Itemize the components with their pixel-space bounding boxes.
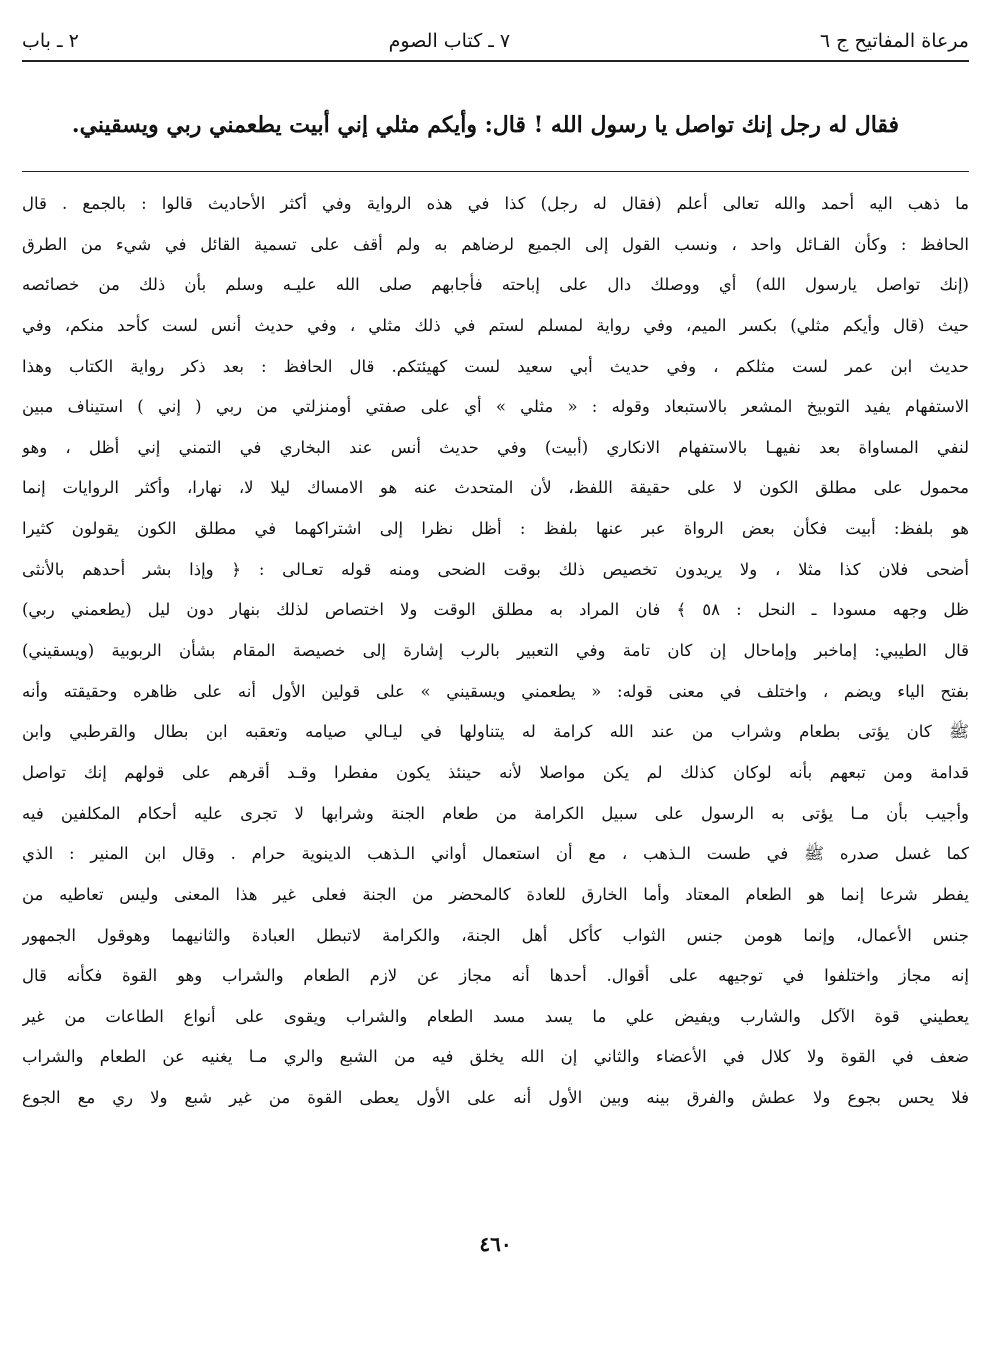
commentary-line: إنه مجاز واختلفوا في توجيهه على أقوال. أحدها أنه مجاز عن لازم الطعام والشراب وهو القوة فكأنه قال [22, 966, 969, 986]
commentary-line: قال الطيبي: إماخبر وإماحال إن كان تامة وفي التعبير بالرب إشارة إلى خصيصة المقام بشأن الربوبية (ويسقيني) [22, 641, 969, 661]
commentary-line: الحافظ : وكأن القـائل واحد ، ونسب القول إلى الجميع لرضاهم به ولم أقف على تسمية القائل في شيء من الطرق [22, 234, 969, 254]
commentary-line: لنفي المساواة بعد نفيهـا بالاستفهام الانكاري (أبيت) وفي حديث أنس عند البخاري في التمني إني أظل ، وهو [22, 437, 969, 457]
commentary-line: قدامة ومن تبعهم بأنه لوكان كذلك لم يكن مواصلا لأنه حينئذ يكون مفطرا وقـد أقرهم على قولهم إنك تواصل [22, 762, 969, 782]
commentary-line: ضعف في القوة ولا كلال في الأعضاء والثاني إن الله يخلق فيه من الشبع والري مـا يغنيه عن الطعام والشراب [22, 1047, 969, 1067]
page-number: ٤٦٠ [479, 1232, 512, 1256]
commentary-line: أضحى فلان كذا مثلا ، ولا يريدون تخصيص ذلك بوقت الضحى ومنه قوله تعـالى : ﴿ وإذا بشر أحدهم بالأنثى [22, 559, 969, 579]
section-title: ٢ ـ باب [22, 30, 79, 52]
commentary-line: (إنك تواصل يارسول الله) أي ووصلك دال على إباحته فأجابهم صلى الله عليـه وسلم بأن ذلك من خصائصه [22, 275, 969, 295]
commentary-line: جنس الأعمال، وإنما هومن جنس الثواب كأكل أهل الجنة، والكرامة لاتبطل العبادة والثانيهما وهوقول الجمهور [22, 925, 969, 945]
commentary-line: بفتح الياء ويضم ، واختلف في معنى قوله: « يطعمني ويسقيني » على قولين الأول أنه على ظاهره وحقيقته وأنه [22, 681, 969, 701]
book-title: مرعاة المفاتيح ج ٦ [819, 30, 969, 52]
header-divider [22, 60, 969, 62]
commentary-line: حديث ابن عمر لست مثلكم ، وفي حديث أبي سعيد لست كهيئتكم. قال الحافظ : بعد ذكر رواية الكتاب وهذا [22, 356, 969, 376]
commentary-divider [22, 171, 969, 172]
commentary-line: حيث (قال وأيكم مثلي) بكسر الميم، وفي رواية لمسلم لستم في ذلك مثلي ، وفي حديث أنس لست كأحد منكم، وفي [22, 315, 969, 335]
commentary-line: وأجيب بأن مـا يؤتى به الرسول على سبيل الكرامة من طعام الجنة وشرابها لا تجرى عليه أحكام المكلفين فيه [22, 803, 969, 823]
commentary-line: محمول على مطلق الكون لا على حقيقة اللفظ، لأن المتحدث عنه هو الامساك ليلا لا، نهارا، وأكثر الروايات إنما [22, 478, 969, 498]
commentary-line: هو بلفظ: أبيت فكأن بعض الرواة عبر عنها بلفظ : أظل نظرا إلى اشتراكهما في مطلق الكون يقولون كثيرا [22, 519, 969, 539]
commentary-line: ﷺ كان يؤتى بطعام وشراب من عند الله كرامة له يتناولها في ليـالي صيامه وتعقبه ابن بطال والقرطبي وابن [22, 722, 969, 742]
commentary-line: ظل وجهه مسودا ـ النحل : ٥٨ ﴾ فان المراد به مطلق الوقت ولا اختصاص لذلك بنهار دون ليل (يطعمني ربي) [22, 600, 969, 620]
commentary-line: فلا يحس بجوع ولا عطش والفرق بينه وبين الأول أنه على الأول يعطى القوة من غير شبع ولا ري مع الجوع [22, 1088, 969, 1108]
hadith-text: فقال له رجل إنك تواصل يا رسول الله ! قال: وأيكم مثلي إني أبيت يطعمني ربي ويسقيني. [71, 112, 900, 138]
commentary-body [22, 184, 969, 1119]
chapter-title: ٧ ـ كتاب الصوم [388, 30, 511, 52]
commentary-line: يعطيني قوة الآكل والشارب ويفيض علي ما يسد مسد الطعام والشراب ويقوى على أنواع الطاعات من غير [22, 1006, 969, 1026]
commentary-line: كما غسل صدره ﷺ في طست الـذهب ، مع أن استعمال أواني الـذهب الدينوية حرام . وقال ابن المنير : الذي [22, 844, 969, 864]
commentary-line: يفطر شرعا إنما هو الطعام المعتاد وأما الخارق للعادة كالمحضر من الجنة فعلى غير هذا المعنى وليس تعاطيه من [22, 884, 969, 904]
commentary-line: الاستفهام يفيد التوبيخ المشعر بالاستبعاد وقوله : « مثلي » أي على صفتي أومنزلتي من ربي ( إني ) استيناف مبين [22, 397, 969, 417]
commentary-line: ما ذهب اليه أحمد والله تعالى أعلم (فقال له رجل) كذا في هذه الرواية وفي أكثر الأحاديث قالوا : بالجمع . قال [22, 194, 969, 213]
running-header [22, 24, 969, 58]
